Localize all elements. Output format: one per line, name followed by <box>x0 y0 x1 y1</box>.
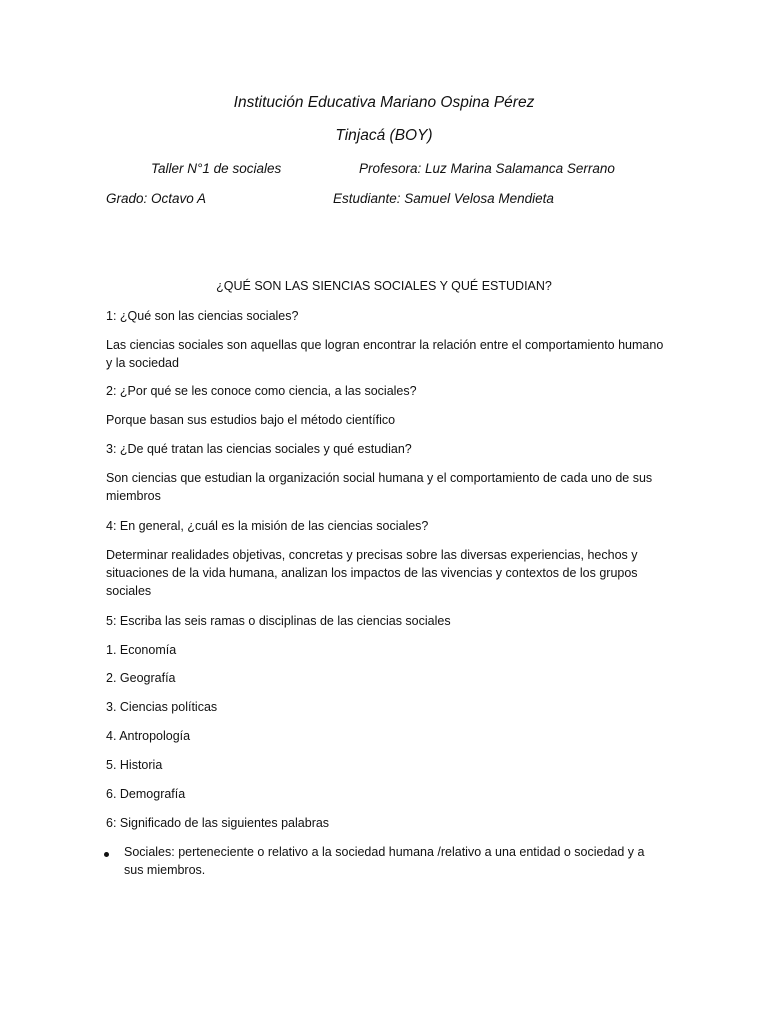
list-item: 4. Antropología <box>106 729 191 743</box>
student-label: Estudiante: Samuel Velosa Mendieta <box>333 191 554 206</box>
list-item: 3. Ciencias políticas <box>106 700 218 714</box>
answer-1: Las ciencias sociales son aquellas que logran encontrar la relación entre el comportamiento humano y la sociedad <box>106 338 664 370</box>
question-4: 4: En general, ¿cuál es la misión de las ciencias sociales? <box>106 519 429 533</box>
bullet-icon <box>104 852 109 857</box>
answer-2: Porque basan sus estudios bajo el método científico <box>106 413 396 427</box>
location-title: Tinjacá (BOY) <box>335 127 433 144</box>
grade-label: Grado: Octavo A <box>106 191 207 206</box>
list-item: 1. Economía <box>106 643 177 657</box>
teacher-label: Profesora: Luz Marina Salamanca Serrano <box>359 161 615 176</box>
institution-title: Institución Educativa Mariano Ospina Pérez <box>233 94 535 111</box>
question-3: 3: ¿De qué tratan las ciencias sociales y qué estudian? <box>106 442 412 456</box>
answer-3: Son ciencias que estudian la organización social humana y el comportamiento de cada uno de sus miembros <box>106 471 653 503</box>
answer-4: Determinar realidades objetivas, concretas y precisas sobre las diversas experiencias, hechos y situaciones de la vida humana, analizan los impactos de las vivencias y contextos de los grupos sociales <box>106 548 638 598</box>
list-item: 2. Geografía <box>106 671 176 685</box>
question-2: 2: ¿Por qué se les conoce como ciencia, a las sociales? <box>106 384 417 398</box>
section-heading: ¿QUÉ SON LAS SIENCIAS SOCIALES Y QUÉ ESTUDIAN? <box>216 279 552 293</box>
list-item: 5. Historia <box>106 758 163 772</box>
list-item: 6. Demografía <box>106 787 186 801</box>
workshop-label: Taller N°1 de sociales <box>151 161 282 176</box>
bullet-item: Sociales: perteneciente o relativo a la sociedad humana /relativo a una entidad o sociedad y a sus miembros. <box>124 845 645 877</box>
question-1: 1: ¿Qué son las ciencias sociales? <box>106 309 299 323</box>
question-6: 6: Significado de las siguientes palabras <box>106 816 330 830</box>
question-5: 5: Escriba las seis ramas o disciplinas de las ciencias sociales <box>106 614 451 628</box>
